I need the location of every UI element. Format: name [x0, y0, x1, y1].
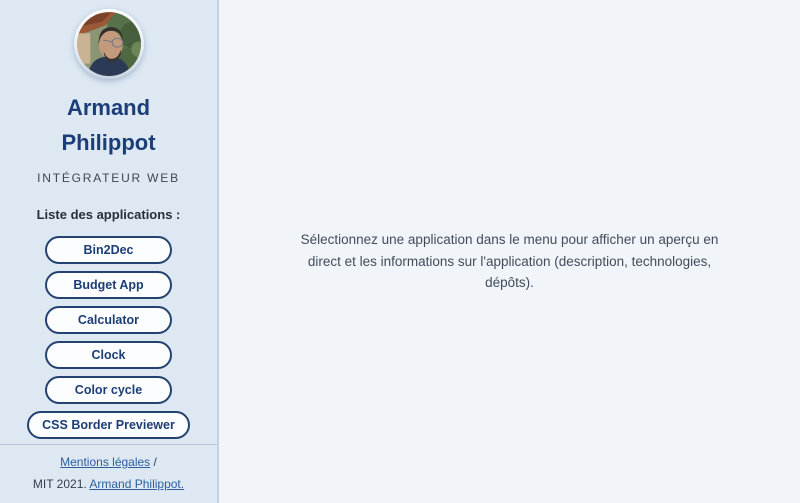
- author-link[interactable]: Armand Philippot.: [89, 477, 185, 491]
- license-text: MIT 2021.: [32, 477, 87, 491]
- sidebar-footer: [0, 444, 217, 503]
- legal-link[interactable]: Mentions légales: [60, 455, 151, 469]
- app-button-css-border-previewer[interactable]: CSS Border Previewer: [27, 411, 190, 439]
- sidebar: [0, 0, 219, 503]
- app-button-color-cycle[interactable]: Color cycle: [45, 376, 172, 404]
- profile-first-name: Armand: [66, 95, 151, 120]
- apps-list-label: Liste des applications :: [36, 207, 181, 222]
- avatar-photo: [77, 12, 141, 76]
- avatar: [74, 9, 144, 79]
- footer-line-license: [0, 473, 217, 495]
- main-content: [219, 0, 800, 503]
- app-button-bin2dec[interactable]: Bin2Dec: [45, 236, 172, 264]
- footer-line-legal: [0, 451, 217, 473]
- app-button-clock[interactable]: Clock: [45, 341, 172, 369]
- app-button-budget-app[interactable]: Budget App: [45, 271, 172, 299]
- profile-name: [61, 90, 155, 160]
- profile-last-name: Philippot: [61, 130, 156, 155]
- placeholder-message: Sélectionnez une application dans le menu pour afficher un aperçu en direct et les informations sur l'application (description, technologies, dépôts).: [300, 232, 719, 290]
- app-button-calculator[interactable]: Calculator: [45, 306, 172, 334]
- profile-role: INTÉGRATEUR WEB: [37, 171, 180, 185]
- footer-separator: /: [153, 455, 157, 469]
